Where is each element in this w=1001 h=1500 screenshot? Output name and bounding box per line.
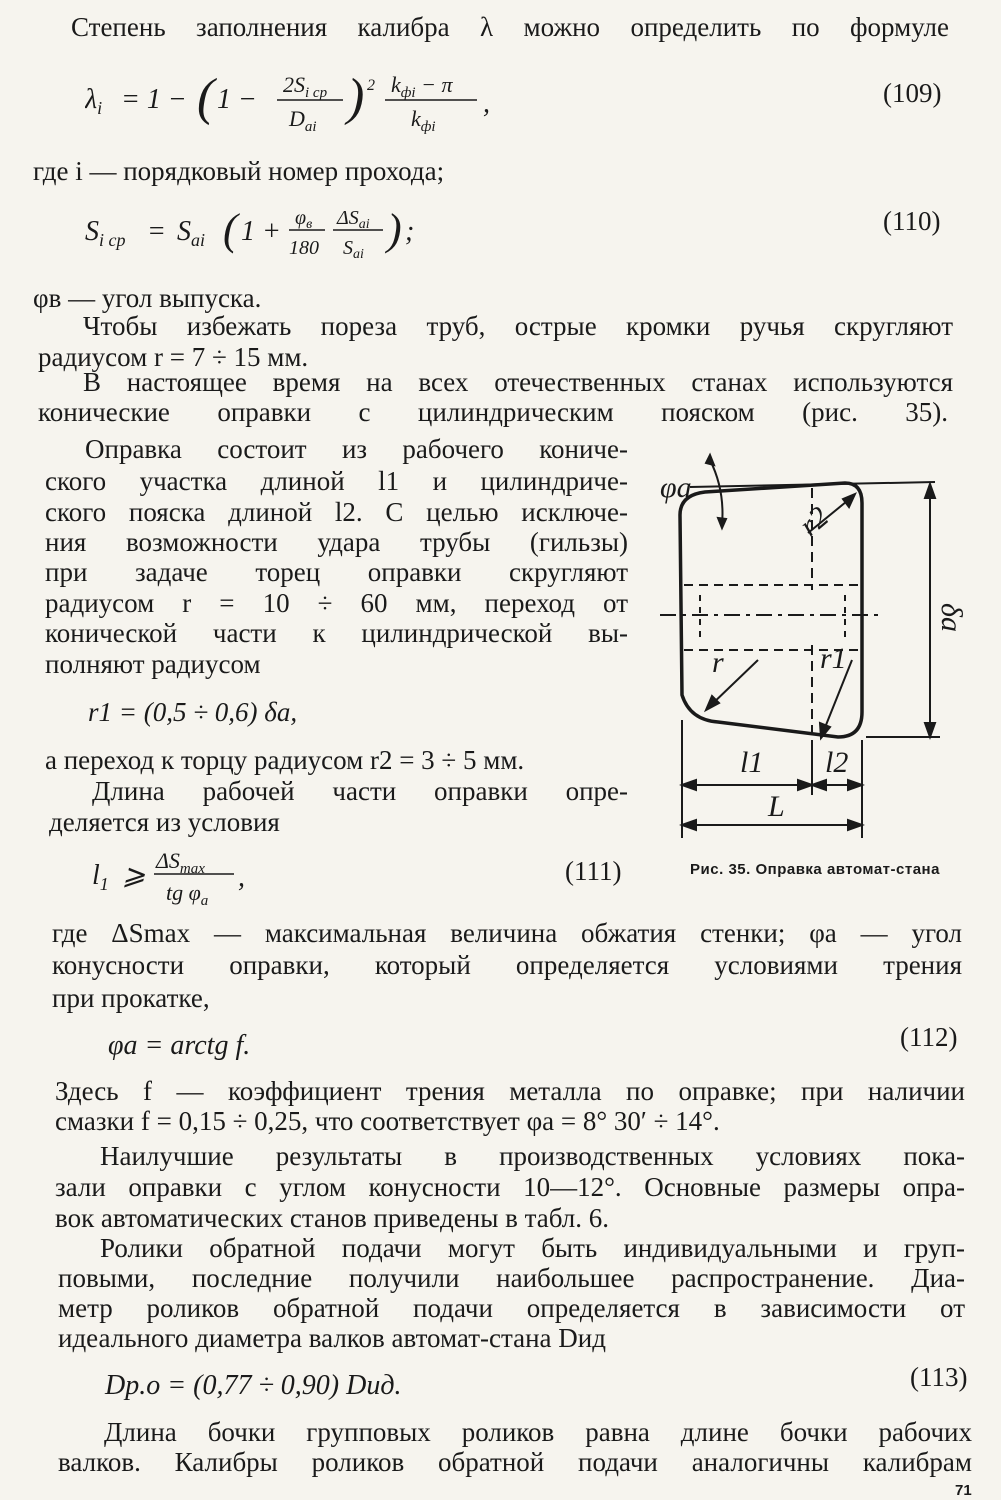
label-L: L [768, 790, 785, 823]
text-line: идеального диаметра валков автомат-стана Dид [58, 1323, 606, 1353]
label-delta-a: δa [935, 603, 968, 632]
label-r2: r2 [793, 500, 835, 543]
equation-inline: r1 = (0,5 ÷ 0,6) δа, [88, 697, 298, 727]
svg-text:Dai: $D_{ai}$ [289, 106, 317, 135]
text-line: ния возможности удара трубы (гильзы) [45, 527, 628, 557]
svg-text:= 1 −: = 1 − [121, 84, 187, 115]
svg-text:=: = [147, 216, 166, 247]
svg-text:,: , [483, 88, 490, 119]
svg-text:tg φa: tg $\varphi_a$ [166, 880, 209, 909]
label-r: r [712, 646, 724, 679]
svg-text:ΔSai: $\Delta S_{ai}$ [337, 207, 370, 232]
equation-111 [92, 842, 292, 920]
text-line: Степень заполнения калибра λ можно определить по формуле [71, 12, 949, 42]
label-r1: r1 [820, 642, 847, 675]
text-line: радиусом r = 7 ÷ 15 мм. [38, 342, 309, 372]
figure-caption: Рис. 35. Оправка автомат-стана [690, 861, 940, 878]
text-line: полняют радиусом [45, 649, 261, 679]
text-line: Здесь f — коэффициент трения металла по оправке; при наличии [55, 1076, 965, 1106]
label-l2: l2 [825, 746, 849, 779]
text-line: повыми, последние получили наибольшее распространение. Диа- [58, 1263, 965, 1293]
figure-mandrel [640, 435, 985, 850]
svg-text:Sai: $S_{ai}$ [343, 237, 364, 262]
svg-text:,: , [238, 862, 245, 893]
text-line: конической части к цилиндрической вы- [45, 618, 628, 648]
text-line: радиусом r = 10 ÷ 60 мм, переход от [45, 588, 628, 618]
equation-111-render [92, 842, 292, 912]
text-line: В настоящее время на всех отечественных станах используются [83, 367, 953, 397]
equation-number: (112) [900, 1022, 958, 1052]
svg-text:(: ( [223, 205, 238, 254]
svg-text:Sai: $S_{ai}$ [177, 216, 206, 250]
svg-text:180: 180 [289, 237, 319, 259]
svg-text:kфi − π: $k_{фi} - \pi$ [391, 72, 453, 101]
text-line: φв — угол выпуска. [33, 283, 262, 313]
svg-text:2Si ср: $2S_{i ср}$ [283, 72, 328, 101]
equation-number: (113) [910, 1362, 968, 1392]
text-line: вок автоматических станов приведены в табл. 6. [55, 1203, 610, 1233]
svg-text:ΔSmax: $\Delta S_{max}$ [156, 848, 205, 877]
equation-112: φа = arctg f. [108, 1030, 251, 1061]
text-line: Оправка состоит из рабочего кониче- [85, 434, 628, 464]
equation-number: (110) [883, 206, 941, 236]
text-line: метр роликов обратной подачи определяется в зависимости от [58, 1293, 965, 1323]
text-line: а переход к торцу радиусом r2 = 3 ÷ 5 мм. [45, 745, 525, 775]
svg-text:λi: $\lambda_i$ [85, 84, 103, 118]
svg-text:;: ; [405, 216, 415, 247]
label-l1: l1 [740, 746, 764, 779]
text-line: смазки f = 0,15 ÷ 0,25, что соответствует φа = 8° 30′ ÷ 14°. [55, 1106, 720, 1136]
text-line: конусности оправки, который определяется условиями трения [52, 950, 962, 980]
text-line: зали оправки с углом конусности 10—12°. Основные размеры опра- [55, 1172, 965, 1202]
text-line: ского пояска длиной l2. С целью исключе- [45, 497, 628, 527]
equation-number: (109) [883, 78, 942, 108]
text-line: деляется из условия [49, 807, 280, 837]
svg-text:(: ( [197, 69, 215, 126]
text-line: ского участка длиной l1 и цилиндриче- [45, 466, 628, 496]
text-line: конические оправки с цилиндрическим пояском (рис. 35). [38, 397, 948, 427]
svg-text:2: 2 [367, 77, 375, 94]
svg-text:Si ср: $S_{i ср}$ [85, 216, 126, 250]
svg-text:): ) [387, 205, 402, 254]
text-line: Чтобы избежать пореза труб, острые кромки ручья скругляют [83, 311, 953, 341]
svg-text:): ) [347, 69, 365, 126]
text-line: Длина бочки групповых роликов равна длине бочки рабочих [104, 1417, 972, 1447]
svg-text:kфi: $k_{фi}$ [411, 106, 436, 135]
text-line: Длина рабочей части оправки опре- [92, 776, 628, 806]
svg-text:1 +: 1 + [241, 216, 281, 247]
equation-109-render [85, 68, 545, 140]
text-line: Наилучшие результаты в производственных условиях пока- [100, 1141, 965, 1171]
equation-113: Dр.о = (0,77 ÷ 0,90) Dид. [105, 1370, 402, 1401]
equation-number: (111) [565, 856, 622, 886]
equation-110 [85, 196, 485, 274]
svg-text:l1: $l_1$ [92, 860, 109, 894]
svg-text:⩾: ⩾ [122, 860, 146, 891]
text-line: при прокатке, [52, 983, 210, 1013]
text-line: при задаче торец оправки скругляют [45, 557, 628, 587]
text-line: валков. Калибры роликов обратной подачи аналогичны калибрам [58, 1447, 972, 1477]
equation-109 [85, 68, 545, 148]
label-phi-a: φa [660, 471, 692, 504]
page-number: 71 [955, 1482, 972, 1499]
text-line: где i — порядковый номер прохода; [33, 156, 445, 186]
equation-110-render [85, 196, 485, 266]
text-line: где ΔSmax — максимальная величина обжатия стенки; φа — угол [52, 918, 962, 948]
svg-text:1 −: 1 − [217, 84, 257, 115]
text-line: Ролики обратной подачи могут быть индивидуальными и груп- [100, 1233, 965, 1263]
svg-text:φв: $\varphi_в$ [295, 207, 313, 232]
